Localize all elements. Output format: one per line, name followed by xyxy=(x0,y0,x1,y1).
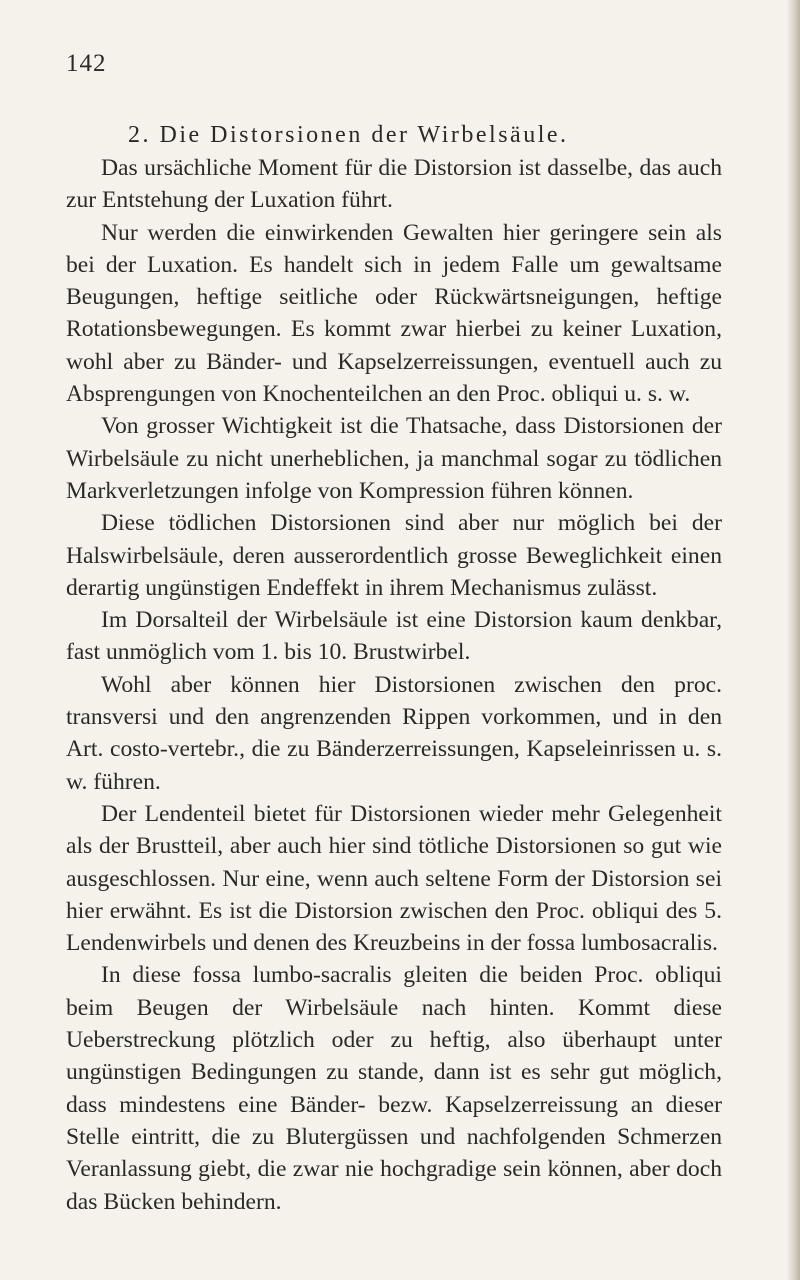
paragraph-6: Wohl aber können hier Distorsionen zwischen den proc. transversi und den angrenzenden Rippen vorkommen, und in den Art. costo-vertebr., die zu Bänderzerreissungen, Kapseleinrissen u. s. w. führen. xyxy=(66,671,722,795)
paragraph-1: Das ursächliche Moment für die Distorsion ist dasselbe, das auch zur Entstehung der Luxation führt. xyxy=(66,155,722,214)
paragraph-8: In diese fossa lumbo-sacralis gleiten die beiden Proc. obliqui beim Beugen der Wirbelsäule nach hinten. Kommt diese Ueberstreckung plötzlich oder zu heftig, also überhaupt unter ungünstigen Bedingungen zu stande, dann ist es sehr gut möglich, dass mindestens eine Bänder- bezw. Kapselzerreissung an dieser Stelle eintritt, die zu Blutergüssen und nachfolgenden Schmerzen Veranlassung giebt, die zwar nie hochgradige sein können, aber doch das Bücken behindern. xyxy=(66,962,722,1215)
paragraph-3: Von grosser Wichtigkeit ist die Thatsache, dass Distorsionen der Wirbelsäule zu nicht unerheblichen, ja manchmal sogar zu tödlichen Markverletzungen infolge von Kompression führen können. xyxy=(66,413,722,504)
paragraph-7: Der Lendenteil bietet für Distorsionen wieder mehr Gelegenheit als der Brustteil, aber auch hier sind tötliche Distorsionen so gut wie ausgeschlossen. Nur eine, wenn auch seltene Form der Distorsion sei hier erwähnt. Es ist die Distorsion zwischen den Proc. obliqui des 5. Lendenwirbels und denen des Kreuzbeins in der fossa lumbosacralis. xyxy=(66,800,722,957)
page-number: 142 xyxy=(66,50,107,77)
paragraph-2: Nur werden die einwirkenden Gewalten hier geringere sein als bei der Luxation. Es handelt sich in jedem Falle um gewaltsame Beugungen, heftige seitliche oder Rückwärtsneigungen, heftige Rotationsbewegungen. Es kommt zwar hierbei zu keiner Luxation, wohl aber zu Bänder- und Kapselzerreissungen, eventuell auch zu Absprengungen von Knochenteilchen an den Proc. obliqui u. s. w. xyxy=(66,219,722,408)
paragraph-4: Diese tödlichen Distorsionen sind aber nur möglich bei der Halswirbelsäule, deren ausserordentlich grosse Beweglichkeit einen derartig ungünstigen Endeffekt in ihrem Mechanismus zulässt. xyxy=(66,510,722,601)
section-heading: 2. Die Distorsionen der Wirbelsäule. xyxy=(128,122,569,148)
page-edge-shadow xyxy=(786,0,800,1280)
page-body xyxy=(66,96,722,1218)
paragraph-5: Im Dorsalteil der Wirbelsäule ist eine Distorsion kaum denkbar, fast unmöglich vom 1. bis 10. Brustwirbel. xyxy=(66,607,722,666)
